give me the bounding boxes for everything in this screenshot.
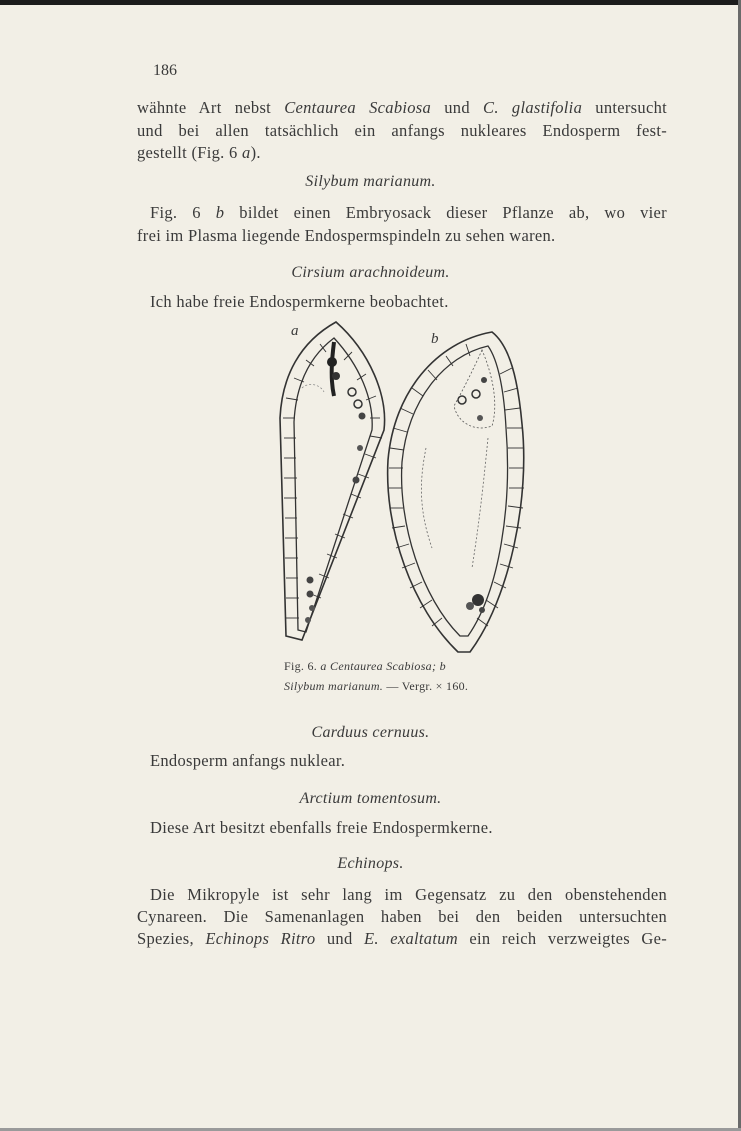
heading-arctium: Arctium tomentosum. [299,790,442,807]
para1-line1: wähnte Art nebst Centaurea Scabiosa und C. glastifolia untersucht [137,98,667,117]
para1-line2: und bei allen tatsächlich ein anfangs nukleares Endosperm fest- [137,121,667,140]
para6-line1: Die Mikropyle ist sehr lang im Gegensatz zu den obenstehenden [150,885,667,904]
figure-label-a: a [291,323,299,339]
para1-line3: gestellt (Fig. 6 a). [137,143,261,162]
para6-line2: Cynareen. Die Samenanlagen haben bei den beiden untersuchten [137,907,667,926]
para2-line1: Fig. 6 b bildet einen Embryosack dieser Pflanze ab, wo vier [150,203,667,222]
para2-line2: frei im Plasma liegende Endospermspindeln zu sehen waren. [137,226,556,245]
heading-cirsium: Cirsium arachnoideum. [291,264,450,281]
page-number: 186 [153,62,177,79]
heading-carduus: Carduus cernuus. [311,724,430,741]
figure-b-embryo-sac [384,328,534,658]
para3: Ich habe freie Endospermkerne beobachtet. [150,292,449,311]
para6-line3: Spezies, Echinops Ritro und E. exaltatum ein reich verzweigtes Ge- [137,929,668,948]
figure-caption-line1: Fig. 6. a Centaurea Scabiosa; b [284,659,446,673]
para5: Diese Art besitzt ebenfalls freie Endospermkerne. [150,818,493,837]
page-edge-top [0,0,741,5]
heading-echinops: Echinops. [337,855,404,872]
figure-caption-line2: Silybum marianum. — Vergr. × 160. [284,679,469,693]
figure-a-embryo-sac [272,318,392,648]
para4: Endosperm anfangs nuklear. [150,751,346,770]
figure-label-b: b [431,331,439,347]
heading-silybum: Silybum marianum. [305,173,436,190]
